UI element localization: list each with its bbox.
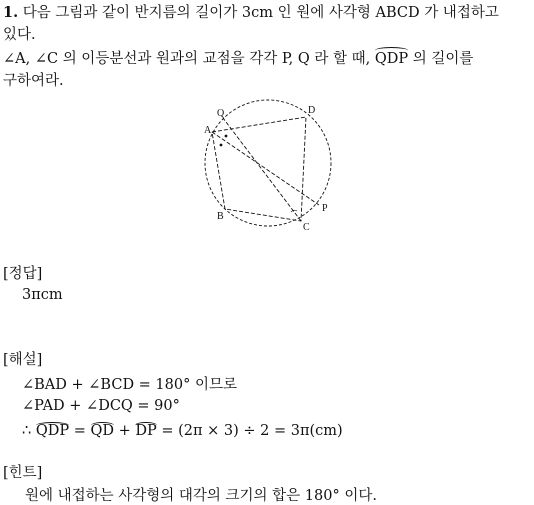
explanation-header: [해설] (3, 352, 43, 368)
problem-line-1 (3, 2, 499, 24)
problem-text-3-post: 의 길이를 (408, 51, 474, 67)
therefore-symbol: ∴ (22, 423, 36, 439)
angle-mark-a2 (220, 144, 223, 147)
explanation-line-2: ∠PAD + ∠DCQ = 90° (22, 398, 180, 414)
hint-header: [힌트] (3, 465, 43, 481)
problem-line-2: 있다. (3, 27, 36, 43)
quadrilateral-abcd (212, 117, 306, 221)
answer-header: [정답] (3, 266, 43, 282)
label-p: P (322, 203, 328, 214)
explanation-line-3 (22, 423, 343, 439)
arc-qd: QD (90, 423, 115, 439)
arc-qdp: QDP (35, 423, 70, 439)
answer-value: 3πcm (22, 287, 63, 303)
circle-figure (195, 95, 345, 235)
bisector-cq (223, 118, 301, 221)
problem-line-3 (3, 48, 473, 70)
problem-line-4: 구하여라. (3, 73, 64, 89)
equation-rest: = (2π × 3) ÷ 2 = 3π(cm) (156, 423, 343, 439)
angle-mark-a1 (225, 135, 228, 138)
bisector-ap (212, 132, 319, 205)
problem-number: 1. (3, 4, 19, 21)
label-b: B (217, 211, 224, 222)
arc-qdp-label: QDP (375, 48, 408, 70)
label-d: D (308, 105, 316, 116)
explanation-line-1: ∠BAD + ∠BCD = 180° 이므로 (22, 377, 237, 393)
hint-text: 원에 내접하는 사각형의 대각의 크기의 합은 180° 이다. (25, 488, 377, 504)
arc-dp: DP (135, 423, 157, 439)
label-a: A (204, 125, 212, 136)
label-c: C (303, 222, 310, 233)
problem-text-3-pre: ∠A, ∠C 의 이등분선과 원과의 교점을 각각 P, Q 라 할 때, (3, 51, 375, 67)
equals-1: = (69, 423, 91, 439)
plus-sign: + (114, 423, 136, 439)
label-q: Q (217, 108, 225, 119)
problem-text-1: 다음 그림과 같이 반지름의 길이가 3cm 인 원에 사각형 ABCD 가 내접하고 (22, 5, 499, 21)
